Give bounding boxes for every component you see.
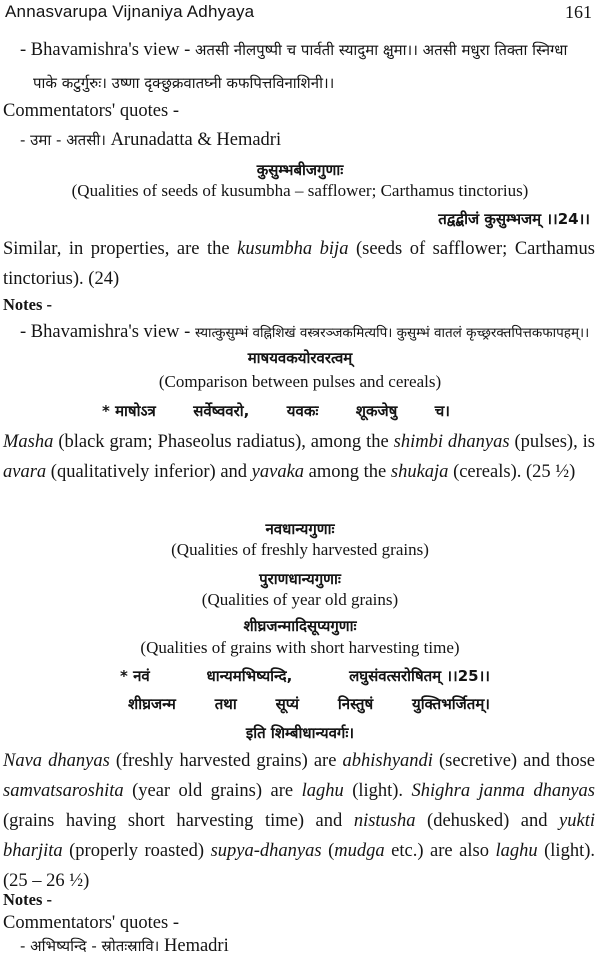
masha-paragraph: Masha (black gram; Phaseolus radiatus), among the shimbi dhanyas (pulses), is avara (qualitatively inferior) and yavaka among the shukaja (cereals). (25 ½) <box>3 432 595 482</box>
bhavamishra-view-line-1: - Bhavamishra's view - अतसी नीलपुष्पी च पार्वती स्यादुमा क्षुमा।। अतसी मधुरा तिक्ता स्निग्धा <box>20 40 568 60</box>
notes-label-2: Notes - <box>3 890 53 909</box>
page-header <box>5 0 592 26</box>
shighra-janma-subtitle: (Qualities of grains with short harvesting time) <box>140 638 460 657</box>
shimbi-dhanya-varga-end: इति शिम्बीधान्यवर्गः। <box>245 724 355 742</box>
kusumbha-verse: तद्वद्बीजं कुसुम्भजम् ।।24।। <box>438 210 590 228</box>
masha-heading: माषयवकयोरवरत्वम् <box>247 349 353 367</box>
commentators-quotes-label-2: Commentators' quotes - <box>3 913 179 933</box>
grains-paragraph: Nava dhanyas (freshly harvested grains) are abhishyandi (secretive) and those samvatsaroshita (year old grains) are laghu (light). Shighra janma dhanyas (grains having short harvesting time) and nistusha (dehusked) and yukti bharjita (properly roasted) supya-dhanyas (mudga etc.) are also laghu (light). (25 – 26 ½) <box>3 751 595 891</box>
bhavamishra-view-line-2: पाके कटुर्गुरुः। उष्णा दृक्छुक्रवातघ्नी कफपित्तविनाशिनी।। <box>33 74 335 92</box>
notes-label: Notes - <box>3 295 53 314</box>
masha-subtitle: (Comparison between pulses and cereals) <box>158 372 442 391</box>
page-number: 161 <box>565 2 592 22</box>
purana-dhanya-subtitle: (Qualities of year old grains) <box>201 590 399 609</box>
nava-dhanya-heading: नवधान्यगुणाः <box>265 520 335 538</box>
kusumbha-heading: कुसुम्भबीजगुणाः <box>256 161 344 179</box>
masha-verse: * माषोऽत्र सर्वेष्ववरो, यवकः शूकजेषु च। <box>102 402 450 420</box>
commentators-quotes-label: Commentators' quotes - <box>3 101 179 121</box>
grains-verse-line-2: शीघ्रजन्म तथा सूप्यं निस्तुषं युक्तिभर्जितम्। <box>128 695 490 713</box>
shighra-janma-heading: शीघ्रजन्मादिसूप्यगुणाः <box>243 617 357 635</box>
commentator-quote: - उमा - अतसी। Arunadatta & Hemadri <box>20 130 282 150</box>
purana-dhanya-heading: पुराणधान्यगुणाः <box>259 570 341 588</box>
grains-verse-line-1: * नवं धान्यमभिष्यन्दि, लघुसंवत्सरोषितम् ।।25।। <box>120 667 490 685</box>
kusumbha-subtitle: (Qualities of seeds of kusumbha – safflower; Carthamus tinctorius) <box>71 181 529 200</box>
bhavamishra-view-kusumbha: - Bhavamishra's view - स्यात्कुसुम्भं वह्निशिखं वस्त्ररञ्जकमित्यपि। कुसुम्भं वातलं कृच्छ्ररक्तपित्तकफापहम्।। <box>20 322 590 342</box>
kusumbha-paragraph: Similar, in properties, are the kusumbha bija (seeds of safflower; Carthamus tinctorius). (24) <box>3 239 595 289</box>
commentator-quote-2: - अभिष्यन्दि - स्रोतःस्रावि। Hemadri <box>20 936 229 956</box>
running-head: Annasvarupa Vijnaniya Adhyaya <box>5 2 255 21</box>
nava-dhanya-subtitle: (Qualities of freshly harvested grains) <box>171 540 429 559</box>
